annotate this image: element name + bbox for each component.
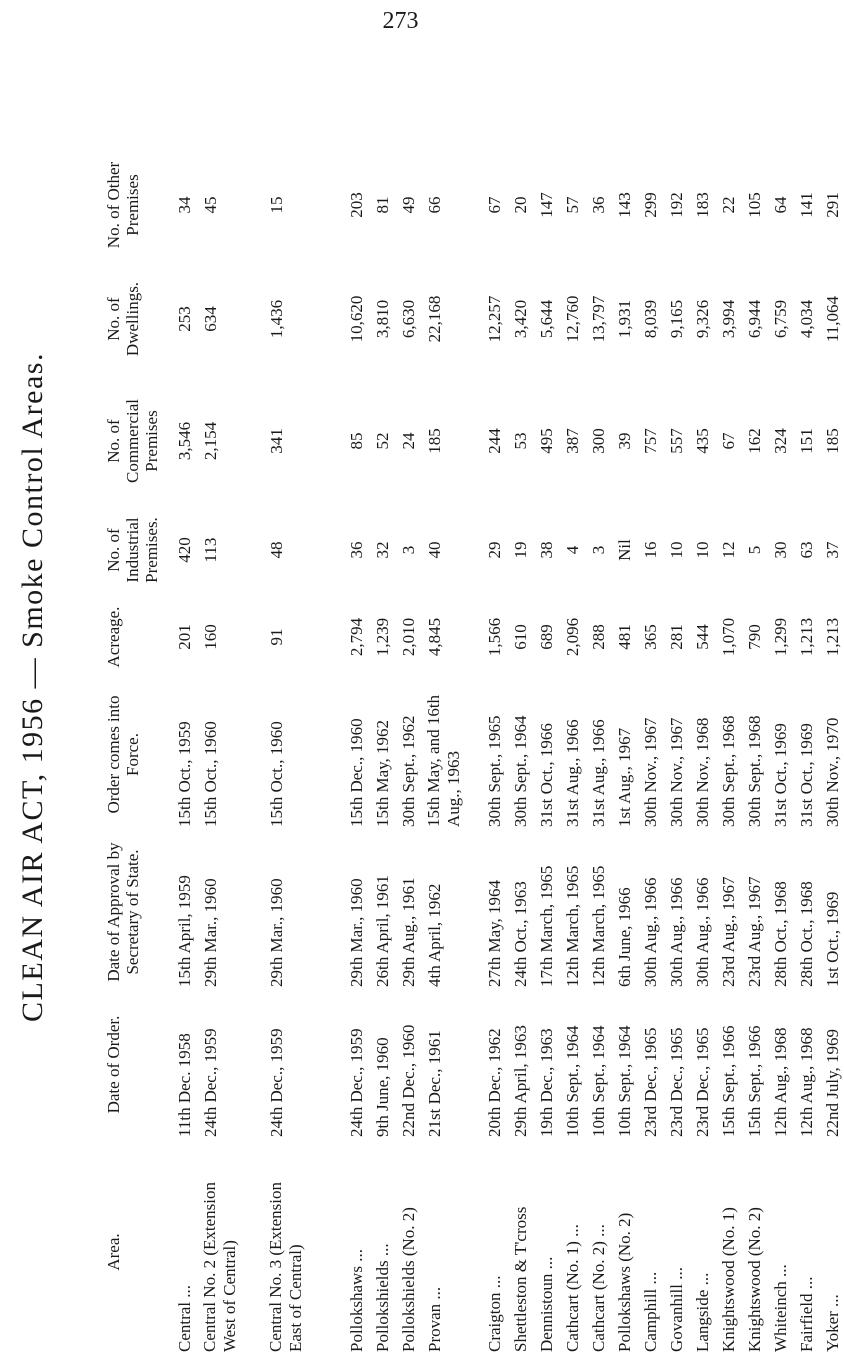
cell-comes-into-force: 31st Oct., 1966: [537, 723, 556, 827]
cell-dwellings: 22,168: [425, 295, 444, 343]
cell-date-of-order: 12th Aug., 1968: [771, 1027, 790, 1137]
cell-date-of-approval: 30th Aug., 1966: [641, 877, 660, 987]
cell-comes-into-force: 30th Sept., 1968: [745, 715, 764, 827]
cell-commercial: 324: [771, 428, 790, 454]
cell-dwellings: 6,630: [399, 299, 418, 339]
cell-comes-into-force: 30th Sept., 1964: [511, 715, 530, 827]
cell-dwellings: 8,039: [641, 299, 660, 339]
cell-other: 64: [771, 196, 790, 214]
cell-dwellings: 5,644: [537, 299, 556, 339]
cell-date-of-approval: 29th Mar., 1960: [267, 878, 286, 987]
cell-commercial: 24: [399, 432, 418, 450]
cell-area: Camphill ...: [641, 1271, 660, 1352]
cell-industrial: 48: [267, 541, 286, 559]
cell-area: Shettleston & T'cross: [511, 1206, 530, 1352]
cell-date-of-approval: 29th Mar., 1960: [201, 878, 220, 987]
cell-commercial: 757: [641, 428, 660, 454]
cell-date-of-approval: 17th March, 1965: [537, 865, 556, 987]
cell-other: 147: [537, 192, 556, 218]
cell-commercial: 2,154: [201, 421, 220, 461]
cell-acreage: 1,070: [719, 617, 738, 657]
cell-date-of-approval: 24th Oct., 1963: [511, 881, 530, 987]
cell-area: Whiteinch ...: [771, 1264, 790, 1352]
page-title: CLEAN AIR ACT, 1956 — Smoke Control Areas.: [16, 352, 49, 1022]
cell-date-of-order: 24th Dec., 1959: [347, 1028, 366, 1137]
cell-industrial: 113: [201, 537, 220, 563]
cell-dwellings: 3,994: [719, 299, 738, 339]
cell-date-of-order: 23rd Dec., 1965: [667, 1027, 686, 1137]
column-commercial: [104, 386, 842, 496]
cell-industrial: 10: [693, 541, 712, 559]
cell-area: Pollokshaws (No. 2): [615, 1212, 634, 1352]
cell-commercial: 387: [563, 428, 582, 454]
cell-industrial: 3: [589, 545, 608, 555]
cell-area: Cathcart (No. 1) ...: [563, 1224, 582, 1352]
column-acreage: [104, 602, 842, 672]
cell-date-of-order: 19th Dec., 1963: [537, 1028, 556, 1137]
cell-acreage: 4,845: [425, 617, 444, 657]
cell-date-of-approval: 4th April, 1962: [425, 883, 444, 987]
cell-other: 299: [641, 192, 660, 218]
cell-acreage: 160: [201, 624, 220, 650]
cell-date-of-order: 21st Dec., 1961: [425, 1030, 444, 1137]
cell-other: 22: [719, 196, 738, 214]
header-industrial: No. of Industrial Premises.: [104, 517, 161, 583]
cell-date-of-approval: 30th Aug., 1966: [693, 877, 712, 987]
cell-comes-into-force: 31st Oct., 1969: [797, 723, 816, 827]
cell-industrial: 3: [399, 545, 418, 555]
cell-dwellings: 253: [175, 306, 194, 332]
cell-comes-into-force: 30th Sept., 1968: [719, 715, 738, 827]
cell-industrial: 12: [719, 541, 738, 559]
cell-industrial: 19: [511, 541, 530, 559]
cell-dwellings: 9,165: [667, 299, 686, 339]
cell-dwellings: 12,257: [485, 295, 504, 343]
cell-area: Dennistoun ...: [537, 1256, 556, 1352]
cell-area: Craigton ...: [485, 1275, 504, 1352]
cell-dwellings: 10,620: [347, 295, 366, 343]
cell-date-of-order: 10th Sept., 1964: [615, 1025, 634, 1137]
cell-commercial: 495: [537, 428, 556, 454]
cell-acreage: 790: [745, 624, 764, 650]
cell-area: Central No. 3 (Extension East of Central): [266, 1182, 305, 1352]
cell-acreage: 1,213: [797, 617, 816, 657]
cell-acreage: 91: [267, 628, 286, 646]
cell-other: 57: [563, 196, 582, 214]
cell-industrial: 30: [771, 541, 790, 559]
cell-commercial: 244: [485, 428, 504, 454]
cell-acreage: 2,010: [399, 617, 418, 657]
cell-other: 192: [667, 192, 686, 218]
cell-acreage: 1,213: [823, 617, 842, 657]
cell-dwellings: 11,064: [823, 295, 842, 343]
cell-industrial: 36: [347, 541, 366, 559]
cell-area: Pollokshaws ...: [347, 1249, 366, 1352]
cell-commercial: 3,546: [175, 421, 194, 461]
cell-industrial: 5: [745, 545, 764, 555]
cell-comes-into-force: 30th Sept., 1962: [399, 715, 418, 827]
cell-commercial: 435: [693, 428, 712, 454]
cell-other: 45: [201, 196, 220, 214]
cell-dwellings: 6,944: [745, 299, 764, 339]
header-commercial: No. of Commercial Premises: [104, 398, 161, 484]
cell-dwellings: 3,810: [373, 299, 392, 339]
cell-area: Pollokshields (No. 2): [399, 1207, 418, 1352]
cell-acreage: 281: [667, 624, 686, 650]
cell-commercial: 85: [347, 432, 366, 450]
cell-date-of-approval: 26th April, 1961: [373, 875, 392, 987]
cell-other: 34: [175, 196, 194, 214]
cell-other: 20: [511, 196, 530, 214]
cell-area: Govanhill ...: [667, 1267, 686, 1352]
cell-dwellings: 3,420: [511, 299, 530, 339]
cell-date-of-approval: 12th March, 1965: [589, 865, 608, 987]
cell-comes-into-force: 15th Oct., 1959: [175, 721, 194, 827]
cell-industrial: 63: [797, 541, 816, 559]
cell-industrial: 29: [485, 541, 504, 559]
cell-other: 203: [347, 192, 366, 218]
cell-comes-into-force: 30th Nov., 1968: [693, 717, 712, 827]
header-acreage: Acreage.: [104, 606, 123, 668]
cell-comes-into-force: 30th Nov., 1970: [823, 717, 842, 827]
cell-industrial: 40: [425, 541, 444, 559]
cell-acreage: 2,096: [563, 617, 582, 657]
cell-comes-into-force: 15th Oct., 1960: [267, 721, 286, 827]
cell-industrial: 37: [823, 541, 842, 559]
cell-date-of-order: 23rd Dec., 1965: [693, 1027, 712, 1137]
cell-date-of-approval: 30th Aug., 1966: [667, 877, 686, 987]
cell-date-of-approval: 29th Mar., 1960: [347, 878, 366, 987]
cell-date-of-approval: 23rd Aug., 1967: [719, 876, 738, 987]
cell-industrial: 420: [175, 537, 194, 563]
cell-date-of-order: 10th Sept., 1964: [563, 1025, 582, 1137]
cell-date-of-order: 24th Dec., 1959: [201, 1028, 220, 1137]
cell-dwellings: 6,759: [771, 299, 790, 339]
cell-commercial: 341: [267, 428, 286, 454]
cell-industrial: 10: [667, 541, 686, 559]
cell-dwellings: 9,326: [693, 299, 712, 339]
cell-date-of-approval: 28th Oct., 1968: [797, 881, 816, 987]
cell-acreage: 201: [175, 624, 194, 650]
cell-date-of-approval: 6th June, 1966: [615, 887, 634, 987]
column-comes-into-force: [104, 682, 842, 827]
cell-comes-into-force: 15th May, 1962: [373, 719, 392, 827]
cell-commercial: 52: [373, 432, 392, 450]
cell-industrial: 16: [641, 541, 660, 559]
column-dwellings: [104, 264, 842, 374]
cell-acreage: 1,239: [373, 617, 392, 657]
cell-dwellings: 1,436: [267, 299, 286, 339]
cell-date-of-approval: 23rd Aug., 1967: [745, 876, 764, 987]
cell-commercial: 185: [425, 428, 444, 454]
cell-other: 67: [485, 196, 504, 214]
cell-date-of-approval: 15th April, 1959: [175, 875, 194, 987]
cell-acreage: 2,794: [347, 617, 366, 657]
cell-commercial: 300: [589, 428, 608, 454]
cell-other: 66: [425, 196, 444, 214]
header-area: Area.: [104, 1233, 123, 1271]
cell-date-of-order: 22nd Dec., 1960: [399, 1024, 418, 1137]
cell-area: Cathcart (No. 2) ...: [589, 1224, 608, 1352]
cell-commercial: 162: [745, 428, 764, 454]
cell-comes-into-force: 30th Nov., 1967: [641, 717, 660, 827]
header-comes-into-force: Order comes into Force.: [104, 695, 142, 814]
cell-commercial: 67: [719, 432, 738, 450]
cell-commercial: 39: [615, 432, 634, 450]
column-other: [104, 150, 842, 260]
cell-commercial: 557: [667, 428, 686, 454]
cell-comes-into-force: 15th May, and 16th Aug., 1963: [424, 694, 463, 827]
cell-comes-into-force: 1st Aug., 1967: [615, 727, 634, 827]
cell-date-of-order: 9th June, 1960: [373, 1037, 392, 1137]
column-date-of-approval: [104, 837, 842, 987]
column-industrial: [104, 510, 842, 590]
cell-comes-into-force: 30th Sept., 1965: [485, 715, 504, 827]
cell-commercial: 151: [797, 428, 816, 454]
cell-commercial: 185: [823, 428, 842, 454]
cell-acreage: 365: [641, 624, 660, 650]
cell-date-of-approval: 1st Oct., 1969: [823, 891, 842, 987]
cell-area: Central ...: [175, 1284, 194, 1352]
cell-dwellings: 634: [201, 306, 220, 332]
cell-acreage: 544: [693, 624, 712, 650]
header-date-of-order: Date of Order.: [104, 1015, 123, 1114]
cell-area: Langside ...: [693, 1272, 712, 1352]
cell-commercial: 53: [511, 432, 530, 450]
cell-other: 81: [373, 196, 392, 214]
cell-comes-into-force: 31st Oct., 1969: [771, 723, 790, 827]
cell-acreage: 1,566: [485, 617, 504, 657]
cell-area: Provan ...: [425, 1286, 444, 1352]
cell-date-of-order: 20th Dec., 1962: [485, 1028, 504, 1137]
cell-industrial: 4: [563, 545, 582, 555]
cell-other: 141: [797, 192, 816, 218]
cell-date-of-order: 22nd July, 1969: [823, 1029, 842, 1137]
cell-dwellings: 4,034: [797, 299, 816, 339]
cell-area: Knightswood (No. 1): [719, 1207, 738, 1352]
cell-other: 105: [745, 192, 764, 218]
cell-acreage: 689: [537, 624, 556, 650]
cell-area: Fairfield ...: [797, 1276, 816, 1352]
cell-date-of-order: 10th Sept., 1964: [589, 1025, 608, 1137]
cell-comes-into-force: 15th Dec., 1960: [347, 718, 366, 827]
cell-date-of-order: 15th Sept., 1966: [719, 1025, 738, 1137]
cell-acreage: 610: [511, 624, 530, 650]
cell-date-of-order: 12th Aug., 1968: [797, 1027, 816, 1137]
cell-other: 49: [399, 196, 418, 214]
cell-date-of-order: 11th Dec. 1958: [175, 1033, 194, 1137]
column-date-of-order: [104, 992, 842, 1137]
cell-acreage: 1,299: [771, 617, 790, 657]
cell-date-of-approval: 28th Oct., 1968: [771, 881, 790, 987]
cell-comes-into-force: 31st Aug., 1966: [589, 719, 608, 827]
page-number: 273: [382, 8, 419, 34]
cell-other: 143: [615, 192, 634, 218]
cell-dwellings: 12,760: [563, 295, 582, 343]
cell-industrial: 32: [373, 541, 392, 559]
header-other: No. of Other Premises: [104, 161, 142, 249]
cell-comes-into-force: 30th Nov., 1967: [667, 717, 686, 827]
cell-comes-into-force: 31st Aug., 1966: [563, 719, 582, 827]
cell-date-of-approval: 12th March, 1965: [563, 865, 582, 987]
cell-date-of-order: 15th Sept., 1966: [745, 1025, 764, 1137]
header-date-of-approval: Date of Approval by Secretary of State.: [104, 842, 142, 982]
cell-date-of-approval: 29th Aug., 1961: [399, 877, 418, 987]
cell-area: Central No. 2 (Extension West of Central): [200, 1182, 239, 1352]
cell-other: 15: [267, 196, 286, 214]
rotated-table: [16, 22, 842, 1352]
header-dwellings: No. of Dwellings.: [104, 281, 142, 357]
cell-dwellings: 1,931: [615, 299, 634, 339]
column-area: [104, 1152, 842, 1352]
cell-other: 36: [589, 196, 608, 214]
cell-date-of-order: 24th Dec., 1959: [267, 1028, 286, 1137]
cell-dwellings: 13,797: [589, 295, 608, 343]
cell-area: Pollokshields ...: [373, 1243, 392, 1352]
cell-date-of-order: 29th April, 1963: [511, 1025, 530, 1137]
cell-date-of-order: 23rd Dec., 1965: [641, 1027, 660, 1137]
cell-acreage: 288: [589, 624, 608, 650]
cell-comes-into-force: 15th Oct., 1960: [201, 721, 220, 827]
cell-date-of-approval: 27th May, 1964: [485, 879, 504, 987]
cell-industrial: 38: [537, 541, 556, 559]
cell-other: 291: [823, 192, 842, 218]
cell-area: Yoker ...: [823, 1294, 842, 1352]
cell-area: Knightswood (No. 2): [745, 1207, 764, 1352]
cell-acreage: 481: [615, 624, 634, 650]
cell-other: 183: [693, 192, 712, 218]
cell-industrial: Nil: [615, 539, 634, 561]
